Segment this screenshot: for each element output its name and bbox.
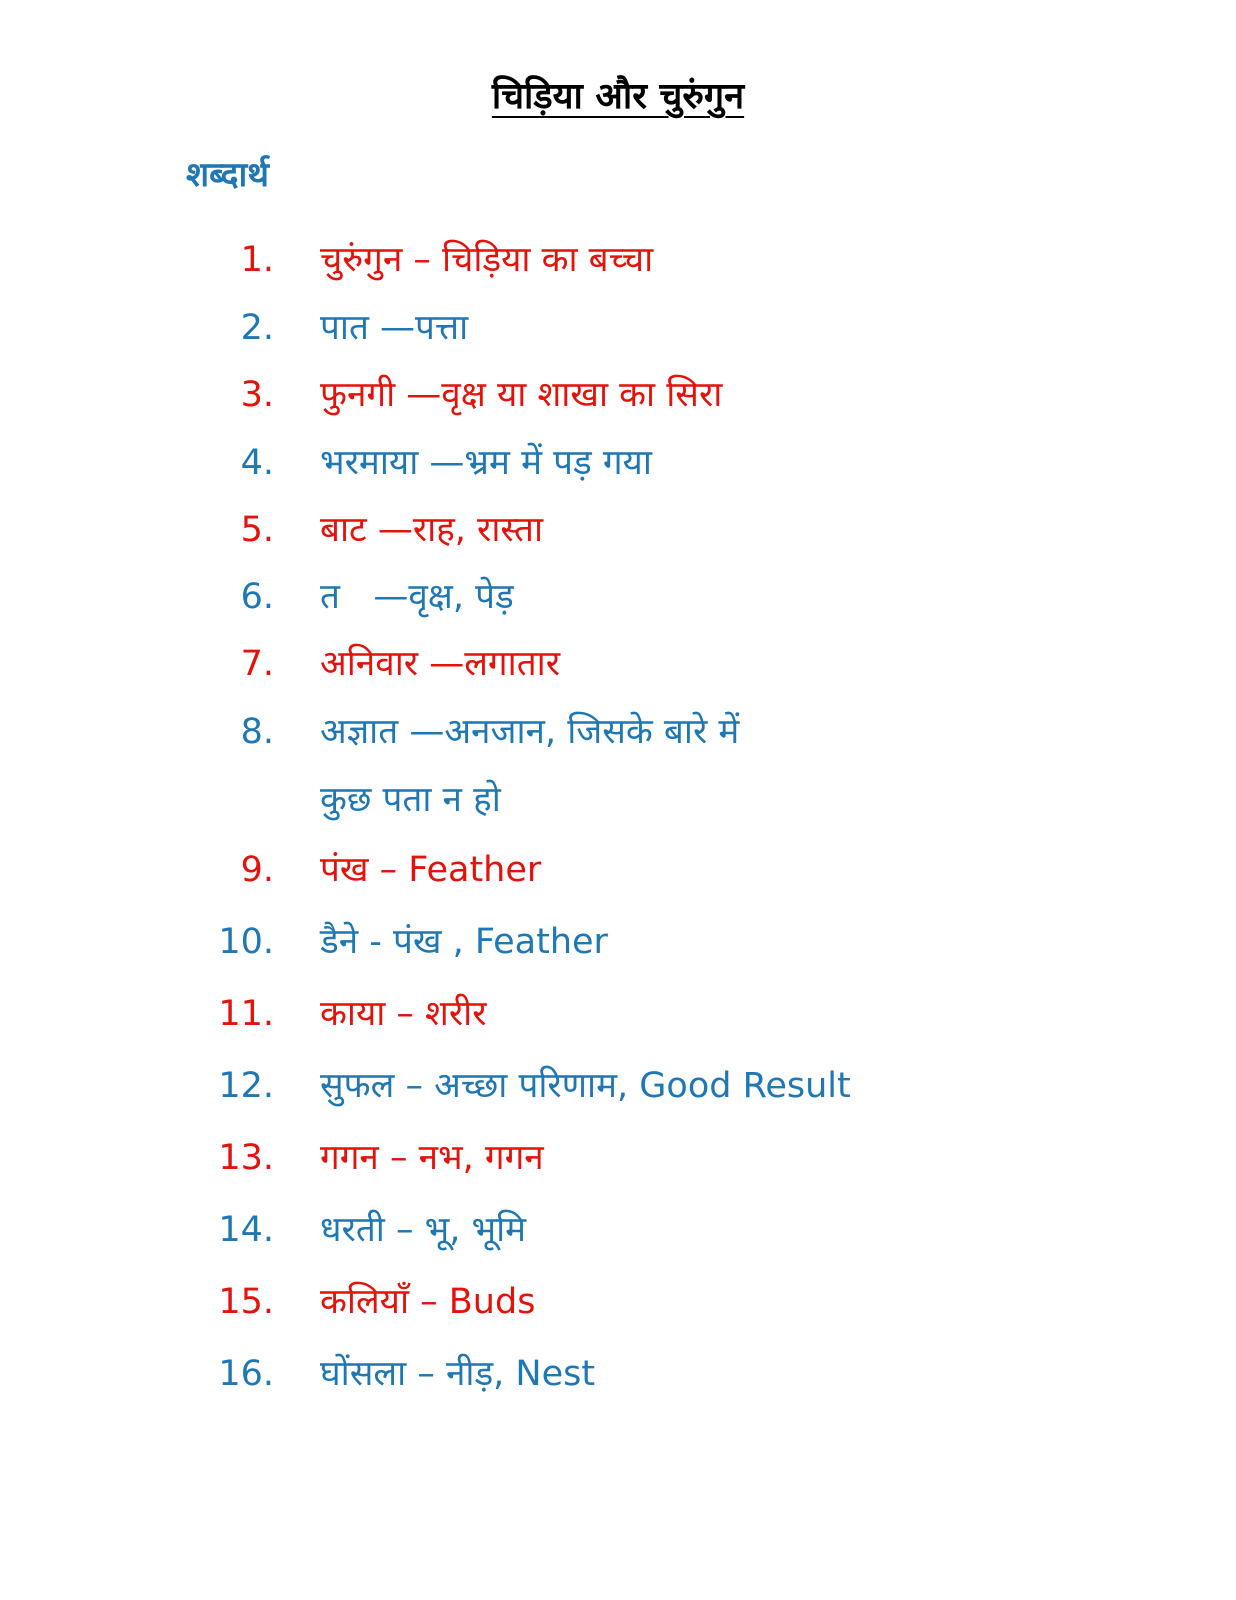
item-text: बाट —राह, रास्ता [320, 510, 544, 550]
item-number: 9. [240, 850, 274, 890]
item-text: फुनगी —वृक्ष या शाखा का सिरा [320, 375, 723, 415]
item-text: पात —पत्ता [320, 308, 469, 348]
item-number: 10. [218, 922, 274, 962]
item-number: 5. [240, 510, 274, 550]
item-number: 1. [240, 240, 274, 280]
item-number: 11. [218, 994, 274, 1034]
item-number: 15. [218, 1282, 274, 1322]
item-text: चुरुंगुन – चिड़िया का बच्चा [320, 240, 654, 280]
item-number: 14. [218, 1210, 274, 1250]
item-number: 12. [218, 1066, 274, 1106]
item-text: धरती – भू, भूमि [320, 1210, 527, 1250]
item-text: त —वृक्ष, पेड़ [320, 577, 514, 617]
item-text: डैने - पंख , Feather [320, 922, 608, 962]
item-text: कलियाँ – Buds [320, 1282, 536, 1322]
item-number: 6. [240, 577, 274, 617]
item-text: घोंसला – नीड़, Nest [320, 1354, 596, 1394]
item-number: 8. [240, 712, 274, 752]
item-text: गगन – नभ, गगन [320, 1138, 544, 1178]
item-text: पंख – Feather [320, 850, 542, 890]
item-number: 13. [218, 1138, 274, 1178]
section-heading: शब्दार्थ [186, 155, 270, 195]
item-number: 2. [240, 308, 274, 348]
item-text: अज्ञात —अनजान, जिसके बारे में [320, 712, 740, 752]
item-number: 3. [240, 375, 274, 415]
page-title: चिड़िया और चुरुंगुन [491, 76, 745, 117]
item-number: 7. [240, 644, 274, 684]
item-number: 4. [240, 443, 274, 483]
item-text: भरमाया —भ्रम में पड़ गया [320, 443, 652, 483]
item-text: सुफल – अच्छा परिणाम, Good Result [320, 1066, 851, 1106]
item-text: अनिवार —लगातार [320, 644, 561, 684]
item-text: काया – शरीर [320, 994, 487, 1034]
item-text-continuation: कुछ पता न हो [320, 780, 501, 820]
item-number: 16. [218, 1354, 274, 1394]
